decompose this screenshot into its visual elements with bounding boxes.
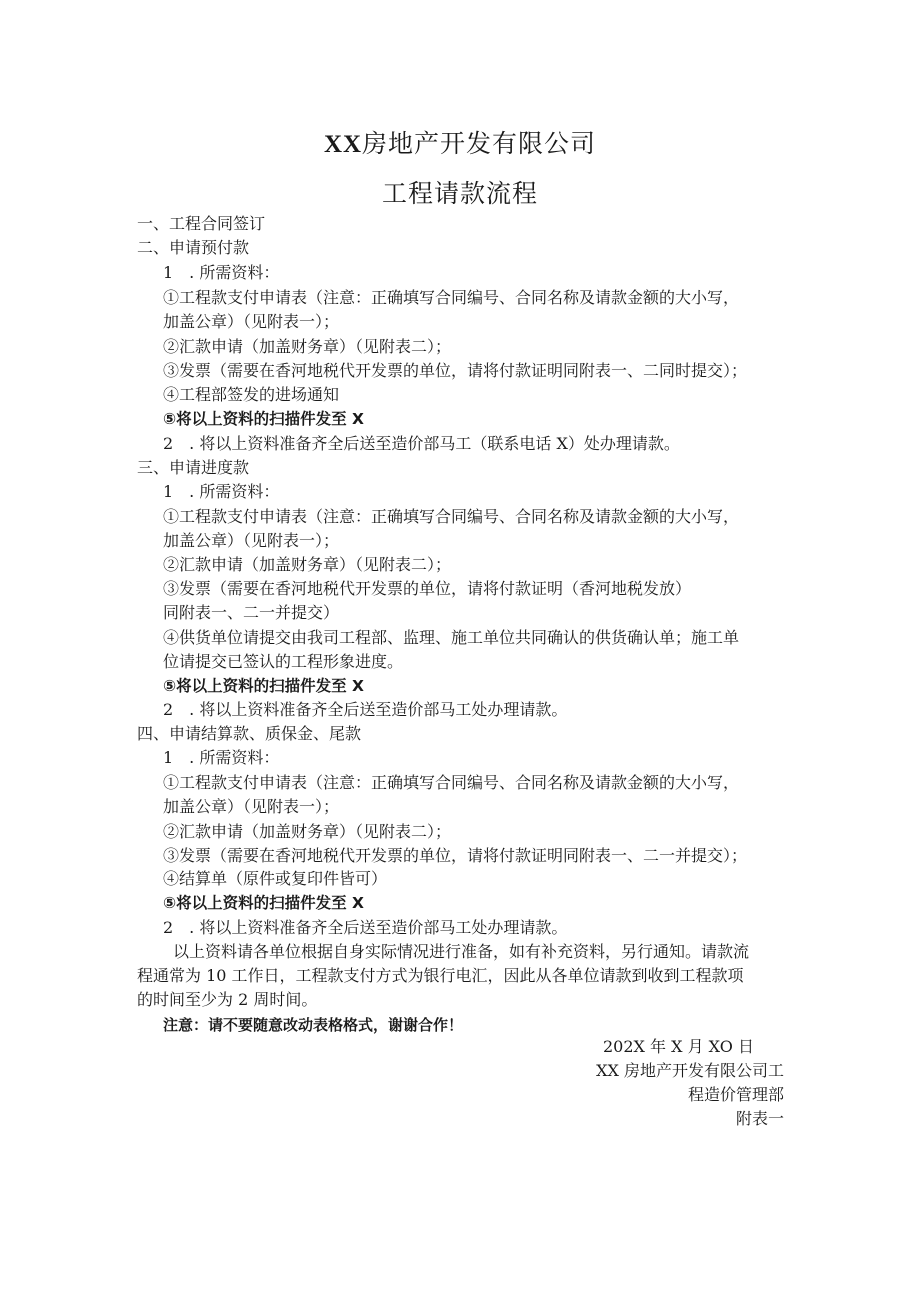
section-4-heading: 四、申请结算款、质保金、尾款 (137, 724, 362, 743)
section-2-req-e: ⑤将以上资料的扫描件发至 X (163, 410, 364, 428)
section-2-item-2: 2 . 将以上资料准备齐全后送至造价部马工（联系电话 X）处办理请款。 (163, 434, 680, 453)
section-3-item-1: 1 . 所需资料： (163, 482, 280, 501)
section-4-req-a-line2: 加盖公章）（见附表一）； (163, 797, 340, 816)
closing-paragraph-line2: 程通常为 10 工作日，工程款支付方式为银行电汇，因此从各单位请款到收到工程款项 (137, 966, 744, 985)
footer-org-line2: 程造价管理部 (687, 1085, 784, 1104)
section-3-req-e: ⑤将以上资料的扫描件发至 X (163, 677, 364, 695)
section-4-req-d: ④结算单（原件或复印件皆可） (163, 869, 388, 888)
section-3-req-c-line2: 同附表一、二一并提交） (163, 603, 340, 622)
section-3-req-c-line1: ③发票（需要在香河地税代开发票的单位，请将付款证明（香河地税发放） (163, 579, 692, 598)
section-3-heading: 三、申请进度款 (137, 458, 250, 477)
company-title (0, 124, 920, 160)
company-title-rest: 房地产开发有限公司 (362, 129, 597, 158)
section-2-req-c: ③发票（需要在香河地税代开发票的单位，请将付款证明同附表一、二同时提交）； (163, 361, 748, 380)
section-2-req-a-line2: 加盖公章）（见附表一）； (163, 312, 340, 331)
section-4-item-1: 1 . 所需资料： (163, 748, 280, 767)
footer-date: 202X 年 X 月 XO 日 (603, 1037, 754, 1056)
section-4-req-c: ③发票（需要在香河地税代开发票的单位，请将付款证明同附表一、二一并提交）； (163, 846, 748, 865)
section-2-heading: 二、申请预付款 (137, 238, 250, 257)
section-2-req-d: ④工程部签发的进场通知 (163, 385, 340, 404)
company-title-bold: XX (323, 131, 363, 158)
section-3-req-d-line2: 位请提交已签认的工程形象进度。 (163, 652, 404, 671)
section-4-req-a-line1: ①工程款支付申请表（注意：正确填写合同编号、合同名称及请款金额的大小写， (163, 773, 740, 792)
section-3-req-a-line1: ①工程款支付申请表（注意：正确填写合同编号、合同名称及请款金额的大小写， (163, 507, 740, 526)
section-3-req-b: ②汇款申请（加盖财务章）（见附表二）； (163, 555, 452, 574)
closing-paragraph-line1: 以上资料请各单位根据自身实际情况进行准备，如有补充资料，另行通知。请款流 (173, 942, 750, 961)
section-4-item-2: 2 . 将以上资料准备齐全后送至造价部马工处办理请款。 (163, 918, 568, 937)
section-1-heading: 一、工程合同签订 (137, 214, 266, 233)
section-3-req-a-line2: 加盖公章）（见附表一）； (163, 531, 340, 550)
section-3-req-d-line1: ④供货单位请提交由我司工程部、监理、施工单位共同确认的供货确认单；施工单 (163, 628, 740, 647)
format-warning: 注意：请不要随意改动表格格式，谢谢合作！ (163, 1016, 464, 1034)
section-4-req-e: ⑤将以上资料的扫描件发至 X (163, 894, 364, 912)
section-4-req-b: ②汇款申请（加盖财务章）（见附表二）； (163, 822, 452, 841)
attachment-label: 附表一 (735, 1109, 784, 1128)
document-title: 工程请款流程 (381, 179, 538, 208)
section-2-req-b: ②汇款申请（加盖财务章）（见附表二）； (163, 337, 452, 356)
closing-paragraph-line3: 的时间至少为 2 周时间。 (137, 990, 318, 1009)
section-2-item-1: 1 . 所需资料： (163, 263, 280, 282)
section-2-req-a-line1: ①工程款支付申请表（注意：正确填写合同编号、合同名称及请款金额的大小写， (163, 288, 740, 307)
footer-org-line1: XX 房地产开发有限公司工 (596, 1061, 784, 1080)
section-3-item-2: 2 . 将以上资料准备齐全后送至造价部马工处办理请款。 (163, 700, 568, 719)
